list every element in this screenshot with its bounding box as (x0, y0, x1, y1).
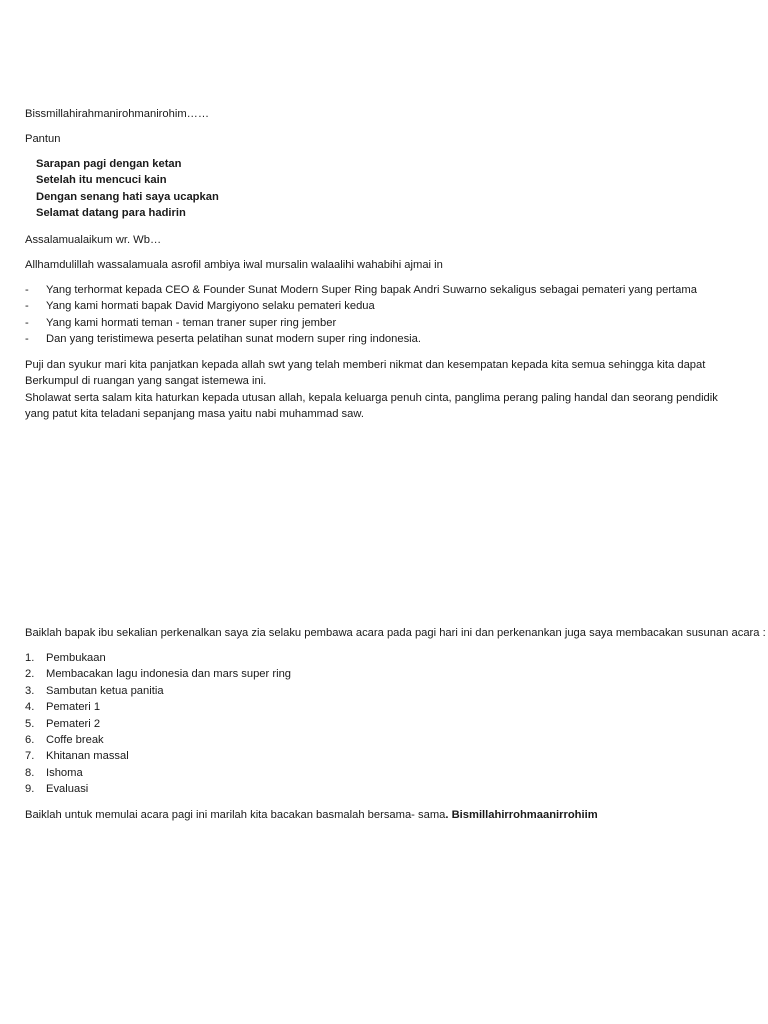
list-number: 4. (25, 701, 35, 714)
list-number: 6. (25, 733, 35, 746)
bullet-dash: - (25, 333, 29, 346)
closing-text: Baiklah untuk memulai acara pagi ini marilah kita bacakan basmalah bersama- sama (25, 809, 446, 821)
list-number: 9. (25, 783, 35, 796)
list-item-text: Dan yang teristimewa peserta pelatihan sunat modern super ring indonesia. (46, 333, 421, 346)
list-item-text: Pemateri 1 (46, 701, 101, 714)
paragraph-line: Sholawat serta salam kita haturkan kepada utusan allah, kepala keluarga penuh cinta, panglima perang paling handal dan seorang pendidik (25, 391, 718, 404)
list-item-text: Pembukaan (46, 652, 106, 664)
list-item-text: Yang kami hormati teman - teman traner super ring jember (46, 316, 337, 329)
pantun-verse (36, 156, 219, 222)
pantun-line: Sarapan pagi dengan ketan (36, 158, 182, 170)
bullet-dash: - (25, 284, 29, 296)
list-number: 2. (25, 668, 35, 681)
paragraph-line: yang patut kita teladani sepanjang masa yaitu nabi muhammad saw. (25, 408, 364, 421)
intro-paragraph: Baiklah bapak ibu sekalian perkenalkan saya zia selaku pembawa acara pada pagi hari ini dan perkenankan juga saya membacakan susunan acara : (25, 627, 766, 639)
praise-paragraph (25, 357, 718, 423)
hamdalah: Allhamdulillah wassalamuala asrofil ambiya iwal mursalin walaalihi wahabihi ajmai in (25, 259, 443, 271)
greeting: Bissmillahirahmanirohmanirohim…… (25, 108, 210, 120)
pantun-line: Setelah itu mencuci kain (36, 174, 167, 187)
list-item-text: Khitanan massal (46, 750, 129, 763)
list-item-text: Membacakan lagu indonesia dan mars super ring (46, 668, 292, 681)
pantun-label: Pantun (25, 133, 61, 145)
paragraph-line: Berkumpul di ruangan yang sangat istemewa ini. (25, 375, 267, 388)
closing-basmalah: . Bismillahirrohmaanirrohiim (445, 809, 598, 821)
list-number: 8. (25, 766, 35, 779)
bullet-dash: - (25, 300, 29, 313)
list-item-text: Coffe break (46, 733, 104, 746)
list-item-text: Ishoma (46, 766, 83, 779)
list-number: 3. (25, 684, 35, 697)
list-item-text: Sambutan ketua panitia (46, 684, 164, 697)
pantun-line: Dengan senang hati saya ucapkan (36, 190, 219, 203)
list-number: 7. (25, 750, 35, 763)
pantun-line: Selamat datang para hadirin (36, 207, 186, 220)
closing-paragraph (25, 807, 598, 823)
list-number: 5. (25, 717, 35, 730)
list-item-text: Yang kami hormati bapak David Margiyono selaku pemateri kedua (46, 300, 375, 313)
list-item-text: Evaluasi (46, 783, 89, 796)
list-item-text: Yang terhormat kepada CEO & Founder Sunat Modern Super Ring bapak Andri Suwarno sekaligus sebagai pemateri yang pertama (46, 284, 697, 296)
list-number: 1. (25, 652, 35, 664)
list-item-text: Pemateri 2 (46, 717, 101, 730)
salam: Assalamualaikum wr. Wb… (25, 234, 162, 246)
bullet-dash: - (25, 316, 29, 329)
paragraph-line: Puji dan syukur mari kita panjatkan kepada allah swt yang telah memberi nikmat dan kesempatan kepada kita semua sehingga kita dapat (25, 359, 706, 371)
